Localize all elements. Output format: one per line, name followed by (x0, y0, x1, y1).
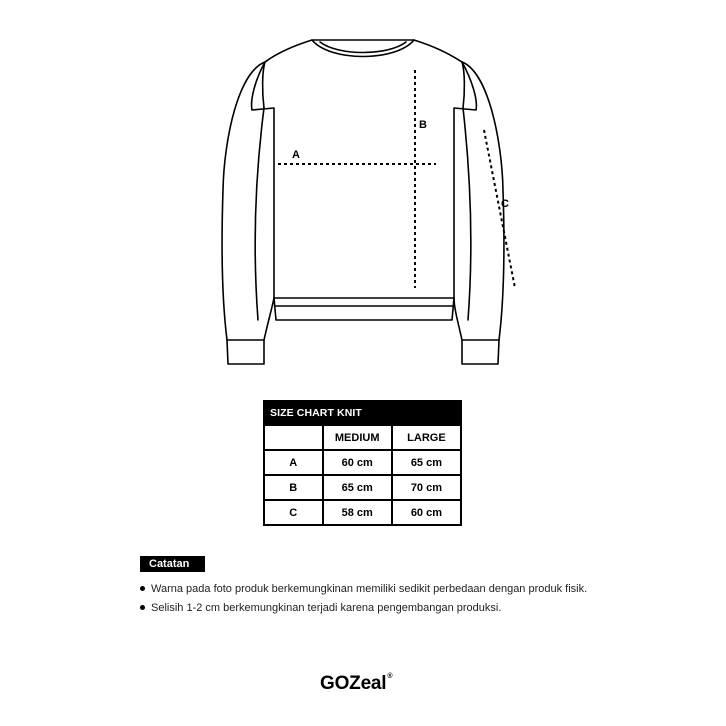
dimension-c-label: C (501, 198, 509, 210)
notes-title-badge: Catatan (140, 556, 205, 572)
cell-b-medium: 65 cm (323, 475, 392, 500)
cell-b-large: 70 cm (392, 475, 461, 500)
right-sleeve (454, 62, 504, 340)
right-cuff (462, 340, 499, 364)
table-row (264, 450, 461, 475)
brand-logo (320, 673, 392, 695)
dimension-a-label: A (292, 149, 300, 161)
brand-name: GOZeal (320, 673, 387, 694)
notes-list (140, 582, 587, 620)
table-row (264, 475, 461, 500)
registered-mark: ® (387, 672, 393, 680)
note-text: Warna pada foto produk berkemungkinan memiliki sedikit perbedaan dengan produk fisik. (151, 583, 588, 595)
cell-c-large: 60 cm (392, 500, 461, 525)
list-item (140, 601, 587, 620)
list-item (140, 582, 587, 601)
bullet-icon (140, 605, 145, 610)
size-chart-title: SIZE CHART KNIT (264, 401, 461, 425)
row-key-a: A (264, 450, 323, 475)
dimension-c-line (484, 130, 515, 288)
sweater-body-outline (252, 40, 477, 298)
column-header-large: LARGE (392, 425, 461, 450)
column-header-medium: MEDIUM (323, 425, 392, 450)
bullet-icon (140, 586, 145, 591)
cell-a-medium: 60 cm (323, 450, 392, 475)
left-cuff (227, 340, 264, 364)
row-key-b: B (264, 475, 323, 500)
cell-c-medium: 58 cm (323, 500, 392, 525)
sweater-collar (312, 40, 414, 57)
row-key-c: C (264, 500, 323, 525)
table-row (264, 500, 461, 525)
table-corner-cell (264, 425, 323, 450)
note-text: Selisih 1-2 cm berkemungkinan terjadi karena pengembangan produksi. (151, 602, 502, 614)
sweater-collar-inner (320, 42, 406, 53)
hem-band (274, 298, 454, 320)
size-chart-table (263, 400, 462, 526)
left-sleeve (222, 62, 274, 340)
cell-a-large: 65 cm (392, 450, 461, 475)
dimension-b-label: B (419, 119, 427, 131)
